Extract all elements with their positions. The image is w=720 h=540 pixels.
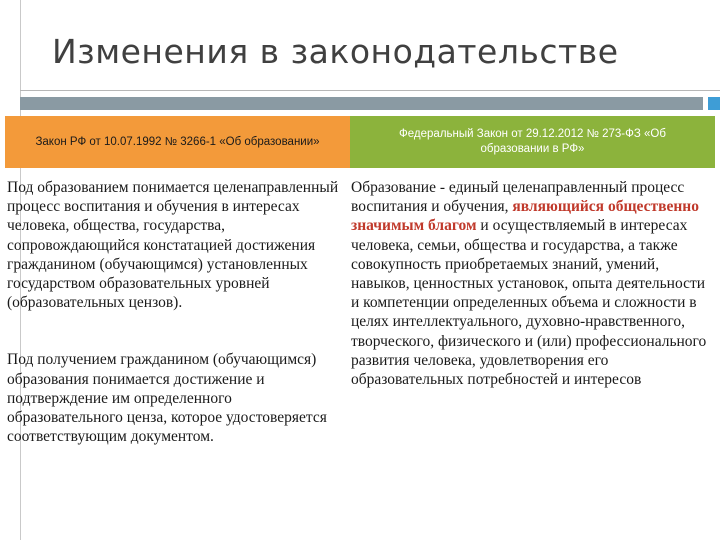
left-paragraph-obtaining-education: Под получением гражданином (обучающимся) образования понимается достижение и подтверждение им определенного образовательного ценза, которое удостоверяется соответствующим документом.: [7, 351, 327, 446]
right-header-text: Федеральный Закон от 29.12.2012 № 273-ФЗ «Об образовании в РФ»: [399, 128, 666, 155]
right-text-after: и осуществляемый в интересах человека, семьи, общества и государства, а также совокупность приобретаемых знаний, умений, навыков, ценностных установок, опыта деятельности и компетенции определенных объема и сложности в целях интеллектуального, духовно-нравственного, творческого, физического и (или) профессионального развития человека, удовлетворения его образовательных потребностей и интересов: [351, 217, 707, 389]
left-header-text: Закон РФ от 10.07.1992 № 3266-1 «Об образовании»: [35, 135, 320, 148]
right-text-before: Образование - единый целенаправленный процесс воспитания и обучения,: [351, 179, 685, 216]
right-paragraph-education-definition: [351, 178, 717, 389]
title-divider: [20, 90, 720, 91]
right-column: [351, 178, 717, 389]
slide-title: Изменения в законодательстве: [52, 32, 619, 71]
left-column: [7, 178, 345, 446]
accent-bar: [20, 97, 703, 110]
left-paragraph-education-definition: Под образованием понимается целенаправленный процесс воспитания и обучения в интересах человека, общества, государства, сопровождающийся констатацией достижения гражданином (обучающимся) установленных государством образовательных уровней (образовательных цензов).: [7, 179, 339, 312]
left-column-header: [5, 116, 350, 168]
right-highlight-public-good: являющийся общественно значимым благом: [351, 198, 699, 235]
right-column-header: [350, 116, 715, 168]
accent-square: [708, 97, 720, 110]
